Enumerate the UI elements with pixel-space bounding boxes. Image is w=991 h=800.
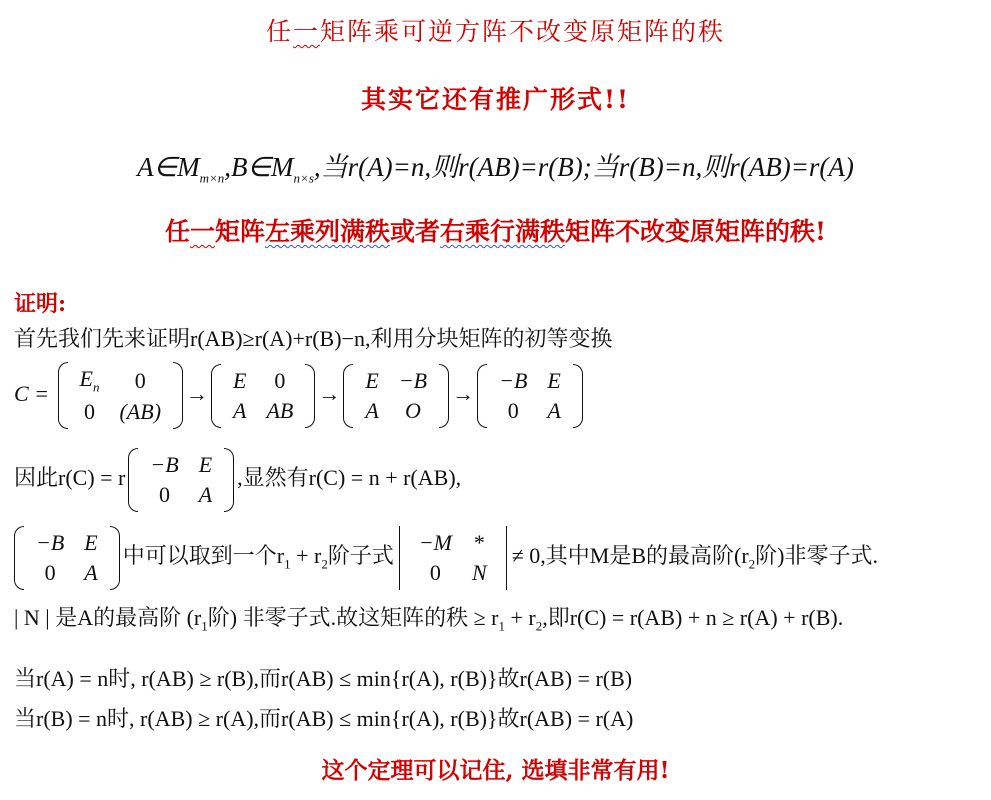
matrix-3-cell: −B xyxy=(398,367,428,393)
matrix-3-cell: E xyxy=(365,367,379,393)
minor-text-3: 阶子式 xyxy=(327,543,394,569)
theorem-formula xyxy=(0,145,991,186)
n-sub-3: 2 xyxy=(535,618,543,634)
minor-text-4: ≠ 0,其中M是B的最高阶(r xyxy=(511,543,749,569)
statement-part-1: 任 xyxy=(164,217,190,246)
n-text-2: 阶) 非零子式.故这矩阵的秩 ≥ r xyxy=(207,605,499,630)
arrow-3: → xyxy=(452,380,475,406)
case-1: 当r(A) = n时, r(AB) ≥ r(B),而r(AB) ≤ min{r(A), r(B)}故r(AB) = r(B) xyxy=(14,666,633,691)
statement-part-3: 矩阵 xyxy=(214,217,265,246)
theorem-mid: ,B∈M xyxy=(224,152,294,182)
minor-text-2: + r xyxy=(290,543,322,569)
minor-line xyxy=(14,526,878,590)
matrix-1-cell: $E_n$ xyxy=(79,366,100,395)
theorem-prefix: A∈M xyxy=(137,152,200,182)
matrix-transform-line xyxy=(14,362,586,429)
n-text-1: | N | 是A的最高阶 (r xyxy=(14,605,202,630)
statement-part-7: 矩阵不改变原矩阵的秩! xyxy=(565,217,827,246)
det-cell: −M xyxy=(418,530,452,555)
matrix-2-cell: 0 xyxy=(274,367,286,393)
matrix-1-cell: 0 xyxy=(84,399,95,425)
matrix-2-cell: AB xyxy=(266,397,294,423)
arrow-1: → xyxy=(186,380,209,406)
because-matrix xyxy=(128,448,234,512)
because-prefix: 因此r(C) = r xyxy=(14,465,126,491)
arrow-2: → xyxy=(318,380,341,406)
theorem-rest: ,当r(A)=n,则r(AB)=r(B);当r(B)=n,则r(AB)=r(A) xyxy=(313,152,854,182)
because-matrix-cell: A xyxy=(198,482,213,507)
minor-matrix-cell: 0 xyxy=(44,560,56,585)
minor-sub-1: 1 xyxy=(284,556,291,572)
because-line xyxy=(14,448,461,512)
case-2: 当r(B) = n时, r(AB) ≥ r(A),而r(AB) ≤ min{r(A), r(B)}故r(AB) = r(A) xyxy=(14,706,634,731)
n-text-3: + r xyxy=(504,605,536,630)
proof-label: 证明: xyxy=(14,291,67,317)
statement-part-2: 一 xyxy=(189,217,215,246)
minor-text-5: 阶)非零子式. xyxy=(755,543,878,569)
minor-text-1: 中可以取到一个r xyxy=(122,543,285,569)
n-line xyxy=(14,601,843,634)
statement-part-6: 右乘行满秩 xyxy=(440,217,566,246)
minor-matrix-cell: E xyxy=(84,530,98,555)
minor-matrix xyxy=(14,526,120,590)
matrix-1 xyxy=(58,362,183,429)
title-char-2: 一 xyxy=(292,17,320,46)
matrix-2-cell: E xyxy=(233,367,247,393)
matrix-4-cell: E xyxy=(547,367,561,393)
matrix-2-cell: A xyxy=(233,397,247,423)
minor-matrix-cell: A xyxy=(84,560,98,585)
because-matrix-cell: E xyxy=(198,452,213,477)
because-suffix: ,显然有r(C) = n + r(AB), xyxy=(237,465,462,491)
title-char-1: 任 xyxy=(265,17,293,46)
matrix-lhs: C = xyxy=(14,380,50,406)
title-line-2: 其实它还有推广形式!! xyxy=(361,85,630,114)
title-line-1 xyxy=(0,12,991,48)
title-rest: 矩阵乘可逆方阵不改变原矩阵的秩 xyxy=(320,17,726,46)
because-matrix-cell: −B xyxy=(150,452,179,477)
footer-note: 这个定理可以记住, 选填非常有用! xyxy=(321,757,670,784)
matrix-4 xyxy=(477,364,583,428)
n-sub-2: 1 xyxy=(498,618,505,634)
minor-matrix-cell: −B xyxy=(36,530,65,555)
theorem-sub-1: m×n xyxy=(199,170,225,186)
matrix-4-cell: A xyxy=(547,397,561,423)
statement xyxy=(0,212,991,248)
because-matrix-cell: 0 xyxy=(159,482,171,507)
matrix-1-cell: (AB) xyxy=(119,399,162,425)
det-cell: N xyxy=(472,560,487,585)
proof-line-1: 首先我们先来证明r(AB)≥r(A)+r(B)−n,利用分块矩阵的初等变换 xyxy=(14,326,613,351)
minor-sub-2: 2 xyxy=(321,556,328,572)
matrix-4-cell: −B xyxy=(499,367,528,393)
matrix-3-cell: A xyxy=(365,397,379,423)
minor-sub-3: 2 xyxy=(748,556,756,572)
statement-part-4: 左乘列满秩 xyxy=(265,217,391,246)
matrix-1-cell: 0 xyxy=(134,367,146,393)
theorem-sub-2: n×s xyxy=(293,170,314,186)
statement-part-5: 或者 xyxy=(390,217,441,246)
n-sub-1: 1 xyxy=(201,618,208,634)
matrix-3-cell: O xyxy=(405,397,421,423)
matrix-4-cell: 0 xyxy=(507,397,519,423)
det-cell: 0 xyxy=(429,560,441,585)
minor-determinant xyxy=(397,526,509,590)
det-cell: * xyxy=(473,530,485,555)
matrix-3 xyxy=(343,364,449,428)
n-text-4: ,即r(C) = r(AB) + n ≥ r(A) + r(B). xyxy=(542,605,844,630)
matrix-2 xyxy=(211,364,315,428)
